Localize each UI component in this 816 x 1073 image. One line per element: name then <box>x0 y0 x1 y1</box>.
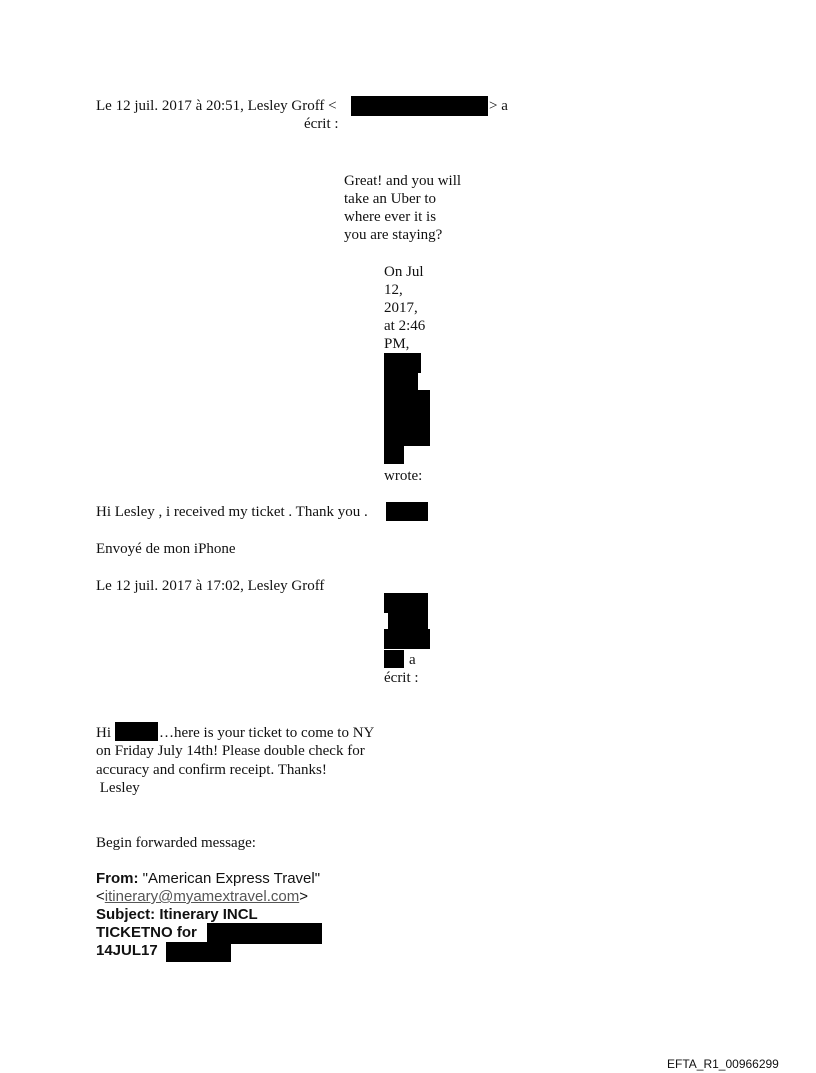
subject-line: 14JUL17 <box>96 942 158 959</box>
quote-line: at 2:46 <box>384 318 426 334</box>
redaction-block <box>115 722 158 741</box>
header-text: Le 12 juil. 2017 à 20:51, Lesley Groff < <box>96 98 337 114</box>
message-line: accuracy and confirm receipt. Thanks! <box>96 762 327 778</box>
message-line: …here is your ticket to come to NY <box>159 725 375 741</box>
lt: < <box>96 888 105 905</box>
quote-wrote: wrote: <box>384 468 423 484</box>
redaction-block <box>384 390 430 446</box>
quote-line: On Jul <box>384 264 424 280</box>
subject-line: Subject: Itinerary INCL <box>96 906 258 923</box>
message-hi: Hi <box>96 725 111 741</box>
redaction-block <box>388 612 428 630</box>
redaction-block <box>386 502 428 521</box>
quote-block-1 <box>344 172 461 244</box>
subject-line: TICKETNO for <box>96 924 197 941</box>
quoted-header-line <box>96 97 337 115</box>
quote-line: 2017, <box>384 300 418 316</box>
redaction-block <box>384 353 421 373</box>
redaction-block <box>384 446 404 464</box>
header2-ecrit: écrit : <box>384 670 419 686</box>
quote-block-2 <box>384 263 425 353</box>
redaction-block <box>351 96 488 116</box>
sent-from: Envoyé de mon iPhone <box>96 541 236 557</box>
redaction-block <box>384 629 430 649</box>
from-line <box>96 870 320 888</box>
quote-line: Great! and you will <box>344 173 462 189</box>
gt: > <box>299 888 308 905</box>
from-label: From: <box>96 870 139 887</box>
from-email-line <box>96 888 308 906</box>
redaction-block <box>384 593 428 613</box>
message-signature: Lesley <box>96 780 140 796</box>
redaction-block <box>166 942 231 962</box>
quoted-header-line-2: Le 12 juil. 2017 à 17:02, Lesley Groff <box>96 578 325 594</box>
redaction-block <box>207 923 322 944</box>
header2-a: a <box>409 652 416 668</box>
from-name: "American Express Travel" <box>138 870 321 887</box>
message-line: on Friday July 14th! Please double check for <box>96 743 365 759</box>
from-email-link[interactable]: itinerary@myamextravel.com <box>104 888 300 905</box>
quote-line: you are staying? <box>344 227 443 243</box>
reply-line: Hi Lesley , i received my ticket . Thank you . <box>96 504 368 520</box>
forward-label: Begin forwarded message: <box>96 835 256 851</box>
quote-line: 12, <box>384 282 403 298</box>
quote-line: PM, <box>384 336 410 352</box>
quote-line: where ever it is <box>344 209 437 225</box>
header-end: > a <box>489 98 508 114</box>
redaction-block <box>384 650 404 668</box>
quote-line: take an Uber to <box>344 191 437 207</box>
document-id: EFTA_R1_00966299 <box>667 1057 779 1071</box>
header-ecrit: écrit : <box>304 116 339 132</box>
redaction-block <box>384 372 418 390</box>
